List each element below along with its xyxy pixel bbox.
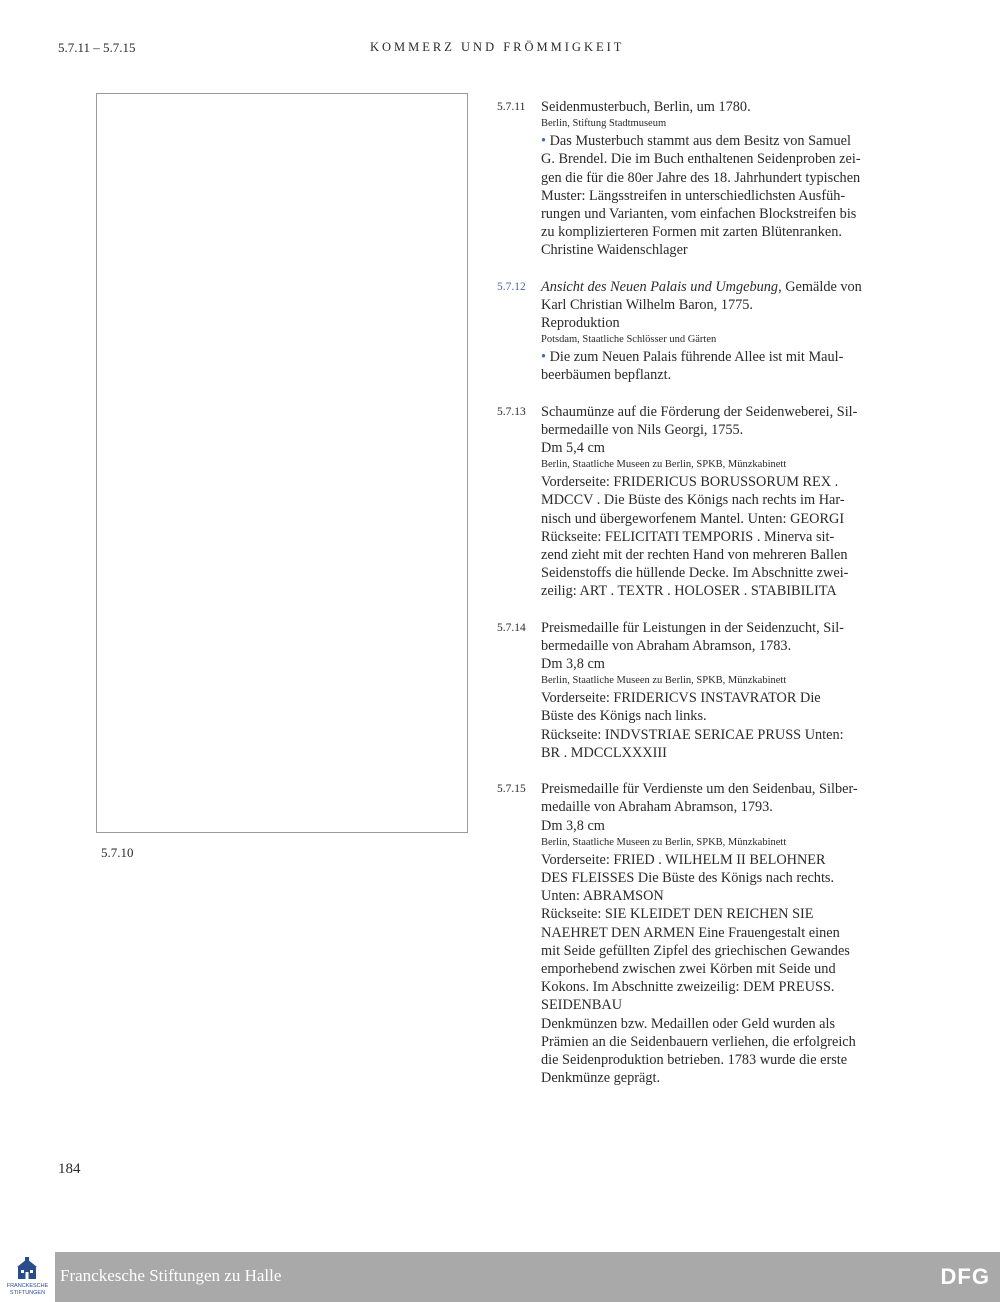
entry-line-text: Schaumünze auf die Förderung der Seidenweberei, Sil- — [541, 403, 858, 420]
entry-text-line — [541, 528, 863, 546]
entry-line-text: Preismedaille für Verdienste um den Seidenbau, Silber- — [541, 781, 858, 798]
entry-text-line — [541, 726, 863, 744]
entry-line-text: Prämien an die Seidenbauern verliehen, die erfolgreich — [541, 1033, 856, 1050]
entry-text-line — [541, 98, 863, 116]
entry-line-text: MDCCV . Die Büste des Königs nach rechts im Har- — [541, 492, 845, 509]
entry-text-line — [541, 582, 863, 600]
entry-text-line — [541, 546, 863, 564]
entry-line-text: bermedaille von Nils Georgi, 1755. — [541, 421, 744, 438]
entry-text-line — [541, 960, 863, 978]
francke-logo — [0, 1252, 55, 1302]
footer-bar — [55, 1252, 1000, 1302]
entry-number: 5.7.14 — [497, 621, 526, 634]
entry-title-italic: Ansicht des Neuen Palais und Umgebung — [541, 278, 779, 295]
entry-location-line — [541, 673, 863, 689]
entry-text-line — [541, 491, 863, 509]
catalogue-entry — [497, 403, 863, 601]
entry-text-line — [541, 978, 863, 996]
entry-line-text: zend zieht mit der rechten Hand von mehreren Ballen — [541, 547, 848, 564]
entry-number: 5.7.12 — [497, 280, 526, 293]
entry-location-line — [541, 116, 863, 132]
running-header-range: 5.7.11 – 5.7.15 — [58, 40, 136, 55]
entry-line-text: Dm 3,8 cm — [541, 817, 605, 834]
entry-text-line — [541, 223, 863, 241]
entry-text-line — [541, 1033, 863, 1051]
entry-text-line — [541, 1069, 863, 1087]
entry-text-line — [541, 205, 863, 223]
entry-line-text: DES FLEISSES Die Büste des Königs nach rechts. — [541, 869, 835, 886]
entry-line-text: Vorderseite: FRIDERICUS BORUSSORUM REX . — [541, 474, 839, 491]
entry-number: 5.7.15 — [497, 783, 526, 796]
entry-line-text: Karl Christian Wilhelm Baron, 1775. — [541, 296, 753, 313]
running-header-title: KOMMERZ UND FRÖMMIGKEIT — [370, 40, 625, 54]
entry-line-text: Berlin, Staatliche Museen zu Berlin, SPKB, Münzkabinett — [541, 836, 787, 848]
entry-line-text: mit Seide gefüllten Zipfel des griechischen Gewandes — [541, 942, 850, 959]
entry-text-line — [541, 924, 863, 942]
entry-line-text: SEIDENBAU — [541, 997, 623, 1014]
entry-location-line — [541, 457, 863, 473]
entry-line-text: zu komplizierteren Formen mit zarten Blütenranken. — [541, 224, 842, 241]
entry-text-line — [541, 798, 863, 816]
entry-text-line — [541, 150, 863, 168]
catalogue-entry — [497, 98, 863, 260]
entry-text-line — [541, 348, 863, 366]
entry-text-line — [541, 905, 863, 923]
entry-text-line — [541, 707, 863, 725]
entry-text-line — [541, 187, 863, 205]
entry-line-text: Denkmünze geprägt. — [541, 1070, 661, 1087]
entry-line-text: die Seidenproduktion betrieben. 1783 wurde die erste — [541, 1051, 848, 1068]
entry-line-text: Preismedaille für Leistungen in der Seidenzucht, Sil- — [541, 619, 844, 636]
bullet-icon: • — [541, 349, 550, 366]
entry-line-text: rungen und Varianten, vom einfachen Blockstreifen bis — [541, 206, 857, 223]
entry-line-text: Potsdam, Staatliche Schlösser und Gärten — [541, 334, 717, 346]
entry-text-line — [541, 817, 863, 835]
entry-text-line — [541, 241, 863, 259]
entry-line-text: nisch und übergeworfenem Mantel. Unten: GEORGI — [541, 510, 845, 527]
entry-location-line — [541, 332, 863, 348]
entry-text-line — [541, 366, 863, 384]
entry-line-text: Vorderseite: FRIDERICVS INSTAVRATOR Die — [541, 690, 821, 707]
entry-line-text: Die zum Neuen Palais führende Allee ist mit Maul- — [549, 349, 844, 366]
entry-line-text: Dm 5,4 cm — [541, 440, 605, 457]
entry-text-line — [541, 439, 863, 457]
dfg-logo: DFG — [940, 1264, 990, 1289]
entry-line-text: Kokons. Im Abschnitte zweizeilig: DEM PREUSS. — [541, 979, 835, 996]
entry-line-text: Rückseite: FELICITATI TEMPORIS . Minerva sit- — [541, 528, 835, 545]
entry-line-text: zeilig: ART . TEXTR . HOLOSER . STABIBILITA — [541, 583, 837, 600]
entry-line-text: BR . MDCCLXXXIII — [541, 744, 667, 761]
catalogue-entries — [497, 98, 863, 1105]
entry-line-text: Vorderseite: FRIED . WILHELM II BELOHNER — [541, 851, 826, 868]
entry-text-line — [541, 869, 863, 887]
entry-text-line — [541, 619, 863, 637]
entry-text-line — [541, 564, 863, 582]
francke-logo-line1: FRANCKESCHE — [6, 1283, 49, 1289]
entry-text-line — [541, 510, 863, 528]
entry-line-text: bermedaille von Abraham Abramson, 1783. — [541, 637, 792, 654]
entry-line-text: medaille von Abraham Abramson, 1793. — [541, 799, 773, 816]
entry-line-text: Unten: ABRAMSON — [541, 888, 664, 905]
entry-text-line — [541, 637, 863, 655]
entry-text-line — [541, 278, 863, 296]
entry-text-line — [541, 421, 863, 439]
catalogue-entry — [497, 780, 863, 1087]
entry-line-text: Berlin, Stiftung Stadtmuseum — [541, 118, 667, 130]
entry-line-text: , Gemälde von — [778, 278, 862, 295]
entry-number: 5.7.11 — [497, 101, 526, 113]
entry-text-line — [541, 1015, 863, 1033]
entry-line-text: Berlin, Staatliche Museen zu Berlin, SPKB, Münzkabinett — [541, 675, 787, 687]
entry-text-line — [541, 1051, 863, 1069]
page-number: 184 — [58, 1161, 81, 1177]
orphanage-building-icon — [16, 1257, 38, 1281]
entry-line-text: Muster: Längsstreifen in unterschiedlichsten Ausfüh- — [541, 187, 846, 204]
entry-line-text: Büste des Königs nach links. — [541, 708, 707, 725]
bullet-icon: • — [541, 133, 550, 150]
entry-line-text: Dm 3,8 cm — [541, 656, 605, 673]
entry-line-text: Berlin, Staatliche Museen zu Berlin, SPKB, Münzkabinett — [541, 459, 787, 471]
entry-location-line — [541, 835, 863, 851]
entry-text-line — [541, 689, 863, 707]
entry-line-text: emporhebend zwischen zwei Körben mit Seide und — [541, 960, 836, 977]
entry-text-line — [541, 132, 863, 150]
footer-institution: Franckesche Stiftungen zu Halle — [60, 1266, 282, 1285]
entry-line-text: Christine Waidenschlager — [541, 242, 688, 259]
entry-text-line — [541, 655, 863, 673]
francke-logo-line2: STIFTUNGEN — [9, 1290, 46, 1296]
entry-number: 5.7.13 — [497, 405, 526, 418]
entry-line-text: Seidenmusterbuch, Berlin, um 1780. — [541, 99, 751, 115]
entry-line-text: beerbäumen bepflanzt. — [541, 367, 672, 384]
entry-line-text: Denkmünzen bzw. Medaillen oder Geld wurden als — [541, 1015, 836, 1032]
entry-text-line — [541, 314, 863, 332]
entry-line-text: gen die für die 80er Jahre des 18. Jahrhundert typischen — [541, 169, 861, 186]
entry-line-text: NAEHRET DEN ARMEN Eine Frauengestalt einen — [541, 924, 840, 941]
entry-line-text: Reproduktion — [541, 315, 620, 332]
entry-text-line — [541, 744, 863, 762]
entry-line-text: Seidenstoffs die hüllende Decke. Im Abschnitte zwei- — [541, 565, 849, 582]
entry-line-text: Rückseite: INDVSTRIAE SERICAE PRUSS Unten: — [541, 726, 844, 743]
entry-text-line — [541, 780, 863, 798]
entry-text-line — [541, 851, 863, 869]
entry-text-line — [541, 296, 863, 314]
entry-text-line — [541, 473, 863, 491]
catalogue-entry — [497, 278, 863, 385]
entry-line-text: G. Brendel. Die im Buch enthaltenen Seidenproben zei- — [541, 151, 861, 168]
entry-text-line — [541, 169, 863, 187]
entry-text-line — [541, 403, 863, 421]
figure-placeholder — [96, 93, 468, 833]
entry-line-text: Das Musterbuch stammt aus dem Besitz von Samuel — [549, 133, 851, 150]
entry-text-line — [541, 996, 863, 1014]
entry-line-text: Rückseite: SIE KLEIDET DEN REICHEN SIE — [541, 906, 814, 923]
figure-caption: 5.7.10 — [101, 845, 134, 860]
catalogue-entry — [497, 619, 863, 762]
entry-text-line — [541, 887, 863, 905]
entry-text-line — [541, 942, 863, 960]
